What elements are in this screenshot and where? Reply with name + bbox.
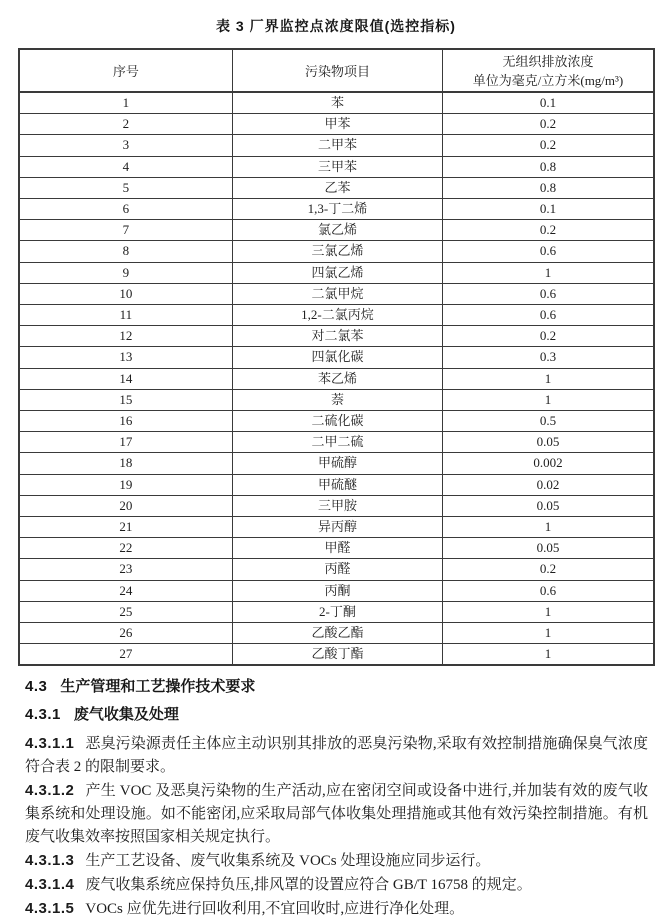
cell-limit-value: 0.6 bbox=[443, 305, 654, 326]
cell-pollutant-name: 2-丁酮 bbox=[232, 601, 442, 622]
cell-serial-number: 13 bbox=[19, 347, 232, 368]
table-row bbox=[19, 305, 654, 326]
clause-text: 产生 VOC 及恶臭污染物的生产活动,应在密闭空间或设备中进行,并加装有效的废气收集系统和处理设施。如不能密闭,应采取局部气体收集处理措施或其他有效污染控制措施。有机废气收集效率按照国家相关规定执行。 bbox=[25, 783, 648, 846]
table-row bbox=[19, 347, 654, 368]
cell-serial-number: 20 bbox=[19, 495, 232, 516]
cell-pollutant-name: 三氯乙烯 bbox=[232, 241, 442, 262]
cell-pollutant-name: 三甲苯 bbox=[232, 156, 442, 177]
table-header-row bbox=[19, 49, 654, 92]
cell-serial-number: 7 bbox=[19, 220, 232, 241]
cell-serial-number: 9 bbox=[19, 262, 232, 283]
cell-limit-value: 0.05 bbox=[443, 538, 654, 559]
cell-limit-value: 0.2 bbox=[443, 135, 654, 156]
header-pollutant-item: 污染物项目 bbox=[232, 49, 442, 92]
cell-pollutant-name: 甲硫醇 bbox=[232, 453, 442, 474]
cell-limit-value: 1 bbox=[443, 623, 654, 644]
clause-4-3-1-2 bbox=[25, 779, 648, 849]
cell-pollutant-name: 二甲苯 bbox=[232, 135, 442, 156]
cell-limit-value: 0.2 bbox=[443, 220, 654, 241]
cell-pollutant-name: 甲醛 bbox=[232, 538, 442, 559]
cell-serial-number: 4 bbox=[19, 156, 232, 177]
cell-limit-value: 1 bbox=[443, 601, 654, 622]
table-row bbox=[19, 474, 654, 495]
table-row bbox=[19, 411, 654, 432]
text-sections bbox=[25, 678, 648, 921]
cell-limit-value: 0.2 bbox=[443, 559, 654, 580]
heading-4-3-1 bbox=[25, 706, 648, 724]
cell-pollutant-name: 二硫化碳 bbox=[232, 411, 442, 432]
cell-pollutant-name: 氯乙烯 bbox=[232, 220, 442, 241]
cell-pollutant-name: 二氯甲烷 bbox=[232, 283, 442, 304]
cell-pollutant-name: 三甲胺 bbox=[232, 495, 442, 516]
cell-serial-number: 11 bbox=[19, 305, 232, 326]
clause-text: VOCs 应优先进行回收利用,不宜回收时,应进行净化处理。 bbox=[85, 901, 465, 918]
clause-number: 4.3.1.3 bbox=[25, 852, 75, 870]
cell-pollutant-name: 苯乙烯 bbox=[232, 368, 442, 389]
cell-limit-value: 0.6 bbox=[443, 241, 654, 262]
cell-pollutant-name: 异丙醇 bbox=[232, 517, 442, 538]
heading-4-3 bbox=[25, 678, 648, 696]
cell-limit-value: 0.05 bbox=[443, 432, 654, 453]
cell-pollutant-name: 甲硫醚 bbox=[232, 474, 442, 495]
pollutant-table-body bbox=[19, 92, 654, 665]
cell-pollutant-name: 四氯化碳 bbox=[232, 347, 442, 368]
cell-pollutant-name: 丙醛 bbox=[232, 559, 442, 580]
cell-serial-number: 23 bbox=[19, 559, 232, 580]
cell-pollutant-name: 四氯乙烯 bbox=[232, 262, 442, 283]
clause-text: 生产工艺设备、废气收集系统及 VOCs 处理设施应同步运行。 bbox=[85, 853, 491, 870]
cell-limit-value: 1 bbox=[443, 389, 654, 410]
table-row bbox=[19, 644, 654, 666]
cell-serial-number: 1 bbox=[19, 92, 232, 114]
cell-pollutant-name: 萘 bbox=[232, 389, 442, 410]
cell-limit-value: 0.5 bbox=[443, 411, 654, 432]
table-row bbox=[19, 517, 654, 538]
table-row bbox=[19, 177, 654, 198]
header-serial-number: 序号 bbox=[19, 49, 232, 92]
table-row bbox=[19, 432, 654, 453]
heading-text: 废气收集及处理 bbox=[73, 706, 179, 724]
clause-4-3-1-5 bbox=[25, 897, 648, 921]
cell-limit-value: 0.1 bbox=[443, 92, 654, 114]
clause-number: 4.3.1.5 bbox=[25, 900, 75, 918]
cell-serial-number: 5 bbox=[19, 177, 232, 198]
table-title: 表 3 厂界监控点浓度限值(选控指标) bbox=[216, 18, 456, 34]
cell-serial-number: 22 bbox=[19, 538, 232, 559]
cell-pollutant-name: 苯 bbox=[232, 92, 442, 114]
cell-limit-value: 0.6 bbox=[443, 283, 654, 304]
cell-pollutant-name: 二甲二硫 bbox=[232, 432, 442, 453]
cell-serial-number: 6 bbox=[19, 199, 232, 220]
cell-pollutant-name: 1,2-二氯丙烷 bbox=[232, 305, 442, 326]
cell-limit-value: 0.05 bbox=[443, 495, 654, 516]
cell-serial-number: 18 bbox=[19, 453, 232, 474]
cell-limit-value: 0.8 bbox=[443, 177, 654, 198]
cell-pollutant-name: 1,3-丁二烯 bbox=[232, 199, 442, 220]
table-row bbox=[19, 538, 654, 559]
clause-number: 4.3.1.4 bbox=[25, 876, 75, 894]
cell-pollutant-name: 对二氯苯 bbox=[232, 326, 442, 347]
table-row bbox=[19, 623, 654, 644]
cell-serial-number: 24 bbox=[19, 580, 232, 601]
cell-limit-value: 1 bbox=[443, 517, 654, 538]
table-row bbox=[19, 495, 654, 516]
cell-serial-number: 26 bbox=[19, 623, 232, 644]
table-row bbox=[19, 389, 654, 410]
table-row bbox=[19, 114, 654, 135]
cell-limit-value: 0.6 bbox=[443, 580, 654, 601]
table-row bbox=[19, 135, 654, 156]
cell-serial-number: 2 bbox=[19, 114, 232, 135]
cell-serial-number: 10 bbox=[19, 283, 232, 304]
cell-pollutant-name: 甲苯 bbox=[232, 114, 442, 135]
cell-limit-value: 0.3 bbox=[443, 347, 654, 368]
cell-limit-value: 1 bbox=[443, 644, 654, 666]
table-row bbox=[19, 453, 654, 474]
table-row bbox=[19, 156, 654, 177]
clause-number: 4.3.1.2 bbox=[25, 782, 75, 800]
clause-4-3-1-3 bbox=[25, 849, 648, 873]
clause-number: 4.3.1.1 bbox=[25, 735, 75, 753]
table-row bbox=[19, 559, 654, 580]
cell-serial-number: 27 bbox=[19, 644, 232, 666]
cell-limit-value: 0.2 bbox=[443, 326, 654, 347]
cell-limit-value: 0.8 bbox=[443, 156, 654, 177]
cell-limit-value: 1 bbox=[443, 262, 654, 283]
clause-text: 废气收集系统应保持负压,排风罩的设置应符合 GB/T 16758 的规定。 bbox=[85, 877, 532, 894]
cell-limit-value: 0.02 bbox=[443, 474, 654, 495]
table-row bbox=[19, 580, 654, 601]
table-row bbox=[19, 368, 654, 389]
table-row bbox=[19, 241, 654, 262]
header-concentration-line1: 无组织排放浓度 bbox=[502, 54, 594, 69]
table-row bbox=[19, 262, 654, 283]
heading-number: 4.3.1 bbox=[25, 706, 61, 724]
table-row bbox=[19, 601, 654, 622]
clause-4-3-1-1 bbox=[25, 732, 648, 779]
header-emission-concentration bbox=[443, 49, 654, 92]
cell-limit-value: 0.2 bbox=[443, 114, 654, 135]
cell-serial-number: 25 bbox=[19, 601, 232, 622]
header-concentration-unit: 单位为毫克/立方米(mg/m³) bbox=[472, 73, 624, 88]
cell-serial-number: 3 bbox=[19, 135, 232, 156]
table-row bbox=[19, 283, 654, 304]
clause-text: 恶臭污染源责任主体应主动识别其排放的恶臭污染物,采取有效控制措施确保臭气浓度符合表 2 的限制要求。 bbox=[25, 736, 648, 776]
cell-serial-number: 12 bbox=[19, 326, 232, 347]
table-row bbox=[19, 199, 654, 220]
table-row bbox=[19, 92, 654, 114]
cell-serial-number: 15 bbox=[19, 389, 232, 410]
cell-pollutant-name: 乙酸丁酯 bbox=[232, 644, 442, 666]
heading-number: 4.3 bbox=[25, 678, 48, 696]
cell-limit-value: 0.1 bbox=[443, 199, 654, 220]
cell-pollutant-name: 乙酸乙酯 bbox=[232, 623, 442, 644]
cell-pollutant-name: 乙苯 bbox=[232, 177, 442, 198]
cell-serial-number: 21 bbox=[19, 517, 232, 538]
pollutant-limits-table bbox=[18, 48, 655, 666]
clause-4-3-1-4 bbox=[25, 873, 648, 897]
cell-pollutant-name: 丙酮 bbox=[232, 580, 442, 601]
cell-limit-value: 1 bbox=[443, 368, 654, 389]
table-row bbox=[19, 326, 654, 347]
table-header bbox=[19, 49, 654, 92]
cell-serial-number: 17 bbox=[19, 432, 232, 453]
cell-serial-number: 14 bbox=[19, 368, 232, 389]
heading-text: 生产管理和工艺操作技术要求 bbox=[60, 678, 256, 696]
cell-serial-number: 8 bbox=[19, 241, 232, 262]
cell-limit-value: 0.002 bbox=[443, 453, 654, 474]
cell-serial-number: 16 bbox=[19, 411, 232, 432]
table-row bbox=[19, 220, 654, 241]
cell-serial-number: 19 bbox=[19, 474, 232, 495]
